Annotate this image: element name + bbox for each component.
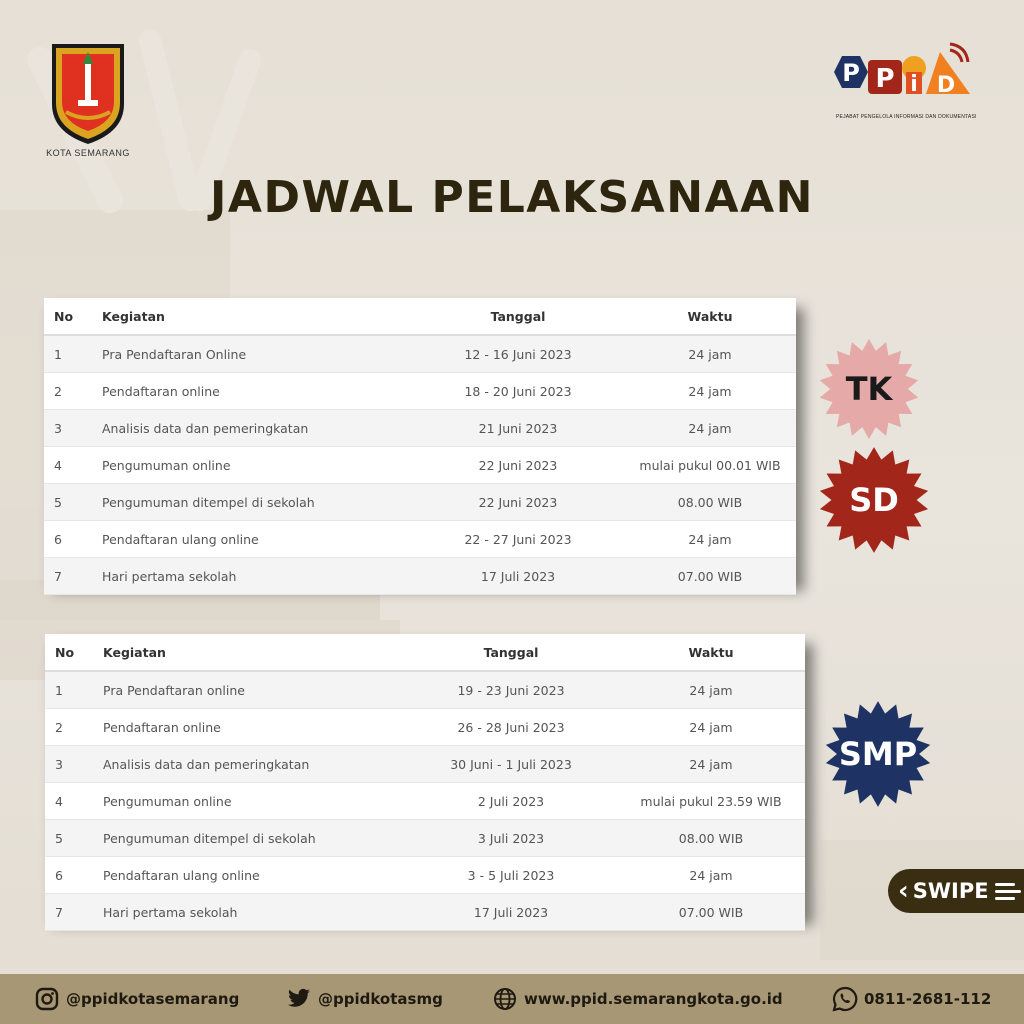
ppid-letter-3: i bbox=[910, 72, 918, 97]
cell-no: 7 bbox=[44, 558, 101, 595]
header-kegiatan: Kegiatan bbox=[101, 298, 412, 335]
cell-no: 5 bbox=[44, 484, 101, 521]
cell-tanggal: 3 Juli 2023 bbox=[405, 820, 617, 857]
cell-kegiatan: Pra Pendaftaran online bbox=[102, 671, 405, 709]
cell-tanggal: 3 - 5 Juli 2023 bbox=[405, 857, 617, 894]
table-row bbox=[45, 746, 805, 783]
table-row bbox=[45, 709, 805, 746]
table-row bbox=[45, 671, 805, 709]
header-waktu: Waktu bbox=[617, 634, 805, 671]
ppid-letter-1: P bbox=[842, 59, 860, 87]
footer-bar bbox=[0, 974, 1024, 1024]
cell-waktu: 24 jam bbox=[624, 335, 796, 373]
cell-no: 1 bbox=[44, 335, 101, 373]
cell-kegiatan: Pendaftaran online bbox=[102, 709, 405, 746]
table-row bbox=[45, 783, 805, 820]
twitter-handle: @ppidkotasmg bbox=[318, 990, 443, 1008]
cell-kegiatan: Pendaftaran ulang online bbox=[101, 521, 412, 558]
cell-tanggal: 22 Juni 2023 bbox=[412, 447, 624, 484]
cell-kegiatan: Analisis data dan pemeringkatan bbox=[102, 746, 405, 783]
instagram-handle: @ppidkotasemarang bbox=[66, 990, 240, 1008]
city-caption: KOTA SEMARANG bbox=[46, 148, 130, 158]
ppid-caption: PEJABAT PENGELOLA INFORMASI DAN DOKUMENTASI bbox=[836, 114, 977, 120]
badge-tk bbox=[818, 338, 920, 440]
cell-waktu: 24 jam bbox=[617, 857, 805, 894]
footer-instagram[interactable] bbox=[34, 974, 239, 1024]
cell-waktu: 24 jam bbox=[624, 410, 796, 447]
whatsapp-icon bbox=[832, 986, 858, 1012]
badge-smp bbox=[824, 700, 932, 808]
cell-waktu: 07.00 WIB bbox=[624, 558, 796, 595]
ppid-emblem-icon bbox=[822, 42, 974, 112]
cell-no: 7 bbox=[45, 894, 102, 931]
cell-tanggal: 22 - 27 Juni 2023 bbox=[412, 521, 624, 558]
cell-kegiatan: Hari pertama sekolah bbox=[102, 894, 405, 931]
badge-tk-label: TK bbox=[845, 370, 893, 408]
ppid-logo bbox=[822, 42, 982, 120]
swipe-label: SWIPE bbox=[912, 879, 989, 903]
cell-no: 2 bbox=[45, 709, 102, 746]
table-header-row bbox=[44, 298, 796, 335]
header-no: No bbox=[45, 634, 102, 671]
header-tanggal: Tanggal bbox=[412, 298, 624, 335]
footer-whatsapp[interactable] bbox=[832, 974, 991, 1024]
cell-waktu: 24 jam bbox=[617, 709, 805, 746]
globe-icon bbox=[492, 986, 518, 1012]
header-no: No bbox=[44, 298, 101, 335]
badge-sd bbox=[818, 446, 930, 554]
schedule-table-tk-sd bbox=[44, 298, 796, 584]
website-url: www.ppid.semarangkota.go.id bbox=[524, 990, 783, 1008]
cell-no: 3 bbox=[44, 410, 101, 447]
cell-kegiatan: Pengumuman ditempel di sekolah bbox=[102, 820, 405, 857]
table-row bbox=[44, 373, 796, 410]
table-row bbox=[45, 894, 805, 931]
table-row bbox=[44, 410, 796, 447]
badge-sd-label: SD bbox=[849, 481, 899, 519]
cell-waktu: mulai pukul 00.01 WIB bbox=[624, 447, 796, 484]
swipe-button[interactable] bbox=[888, 869, 1024, 913]
cell-tanggal: 12 - 16 Juni 2023 bbox=[412, 335, 624, 373]
cell-waktu: 24 jam bbox=[617, 671, 805, 709]
whatsapp-number: 0811-2681-112 bbox=[864, 990, 992, 1008]
cell-tanggal: 26 - 28 Juni 2023 bbox=[405, 709, 617, 746]
ppid-letter-4: D bbox=[936, 73, 956, 98]
footer-twitter[interactable] bbox=[286, 974, 443, 1024]
cell-waktu: 24 jam bbox=[617, 746, 805, 783]
cell-tanggal: 2 Juli 2023 bbox=[405, 783, 617, 820]
footer-website[interactable] bbox=[492, 974, 783, 1024]
table-row bbox=[44, 447, 796, 484]
cell-kegiatan: Pendaftaran ulang online bbox=[102, 857, 405, 894]
cell-waktu: 08.00 WIB bbox=[624, 484, 796, 521]
semarang-crest-icon bbox=[48, 40, 128, 146]
cell-no: 3 bbox=[45, 746, 102, 783]
cell-no: 1 bbox=[45, 671, 102, 709]
chevron-left-icon: ‹ bbox=[898, 876, 909, 906]
cell-tanggal: 21 Juni 2023 bbox=[412, 410, 624, 447]
table-row bbox=[45, 820, 805, 857]
cell-tanggal: 22 Juni 2023 bbox=[412, 484, 624, 521]
twitter-icon bbox=[286, 986, 312, 1012]
cell-kegiatan: Pengumuman online bbox=[102, 783, 405, 820]
cell-no: 6 bbox=[45, 857, 102, 894]
table-row bbox=[44, 335, 796, 373]
cell-tanggal: 18 - 20 Juni 2023 bbox=[412, 373, 624, 410]
cell-no: 5 bbox=[45, 820, 102, 857]
cell-waktu: 24 jam bbox=[624, 373, 796, 410]
menu-lines-icon bbox=[995, 883, 1021, 900]
instagram-icon bbox=[34, 986, 60, 1012]
table-row bbox=[44, 484, 796, 521]
cell-waktu: 08.00 WIB bbox=[617, 820, 805, 857]
page-title: JADWAL PELAKSANAAN bbox=[210, 172, 814, 223]
table-row bbox=[44, 558, 796, 595]
cell-kegiatan: Pengumuman online bbox=[101, 447, 412, 484]
header-waktu: Waktu bbox=[624, 298, 796, 335]
cell-kegiatan: Pendaftaran online bbox=[101, 373, 412, 410]
cell-no: 6 bbox=[44, 521, 101, 558]
cell-kegiatan: Pra Pendaftaran Online bbox=[101, 335, 412, 373]
cell-no: 2 bbox=[44, 373, 101, 410]
cell-kegiatan: Hari pertama sekolah bbox=[101, 558, 412, 595]
kota-semarang-logo bbox=[42, 40, 134, 158]
cell-tanggal: 17 Juli 2023 bbox=[405, 894, 617, 931]
header-kegiatan: Kegiatan bbox=[102, 634, 405, 671]
cell-waktu: 24 jam bbox=[624, 521, 796, 558]
header-tanggal: Tanggal bbox=[405, 634, 617, 671]
cell-kegiatan: Pengumuman ditempel di sekolah bbox=[101, 484, 412, 521]
cell-tanggal: 17 Juli 2023 bbox=[412, 558, 624, 595]
table-header-row bbox=[45, 634, 805, 671]
table-row bbox=[45, 857, 805, 894]
ppid-letter-2: P bbox=[875, 64, 895, 94]
cell-no: 4 bbox=[45, 783, 102, 820]
cell-tanggal: 30 Juni - 1 Juli 2023 bbox=[405, 746, 617, 783]
cell-waktu: mulai pukul 23.59 WIB bbox=[617, 783, 805, 820]
cell-kegiatan: Analisis data dan pemeringkatan bbox=[101, 410, 412, 447]
cell-tanggal: 19 - 23 Juni 2023 bbox=[405, 671, 617, 709]
badge-smp-label: SMP bbox=[838, 735, 918, 773]
table-row bbox=[44, 521, 796, 558]
cell-no: 4 bbox=[44, 447, 101, 484]
schedule-table-smp bbox=[45, 634, 805, 920]
cell-waktu: 07.00 WIB bbox=[617, 894, 805, 931]
